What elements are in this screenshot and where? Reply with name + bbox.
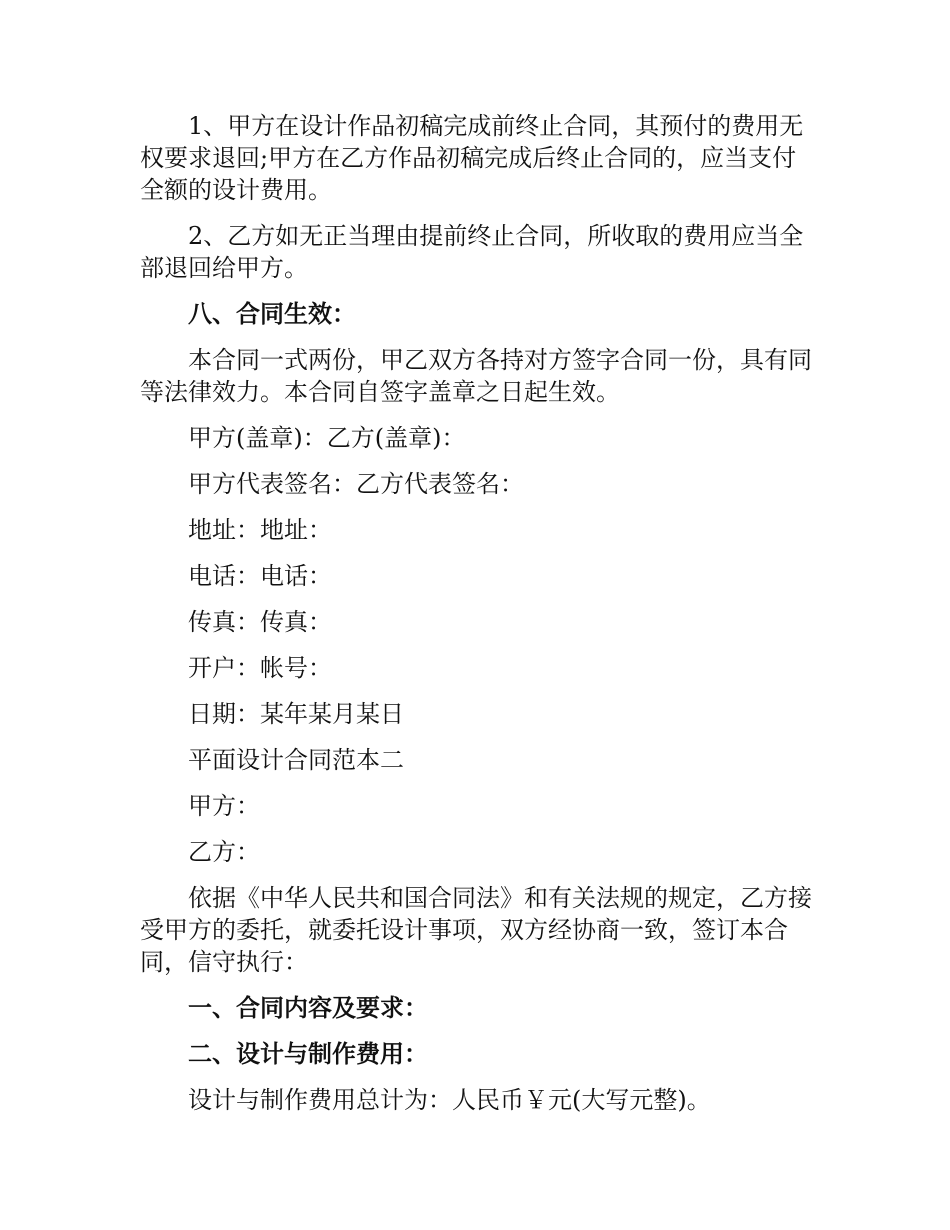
address-line: 地址：地址： (188, 516, 332, 544)
party-b-line: 乙方： (188, 838, 260, 866)
account-line: 开户：帐号： (188, 654, 332, 682)
date-line: 日期：某年某月某日 (188, 700, 404, 728)
document-body (140, 110, 812, 1130)
section-8-heading: 八、合同生效： (188, 300, 356, 328)
term-2-paragraph: 2、乙方如无正当理由提前终止合同，所收取的费用应当全部退回给甲方。 (140, 222, 804, 282)
section-2-heading: 二、设计与制作费用： (188, 1040, 428, 1068)
fax-line: 传真：传真： (188, 608, 332, 636)
preamble-paragraph: 依据《中华人民共和国合同法》和有关法规的规定，乙方接受甲方的委托，就委托设计事项，双方经协商一致，签订本合同，信守执行： (140, 884, 812, 976)
fee-line: 设计与制作费用总计为：人民币￥元(大写元整)。 (188, 1086, 711, 1114)
term-1-paragraph: 1、甲方在设计作品初稿完成前终止合同，其预付的费用无权要求退回;甲方在乙方作品初稿完成后终止合同的，应当支付全额的设计费用。 (140, 112, 804, 204)
effect-clause-paragraph: 本合同一式两份，甲乙双方各持对方签字合同一份，具有同等法律效力。本合同自签字盖章之日起生效。 (140, 346, 812, 406)
template-2-title: 平面设计合同范本二 (188, 746, 404, 774)
seal-line: 甲方(盖章)：乙方(盖章)： (188, 424, 466, 452)
section-1-heading: 一、合同内容及要求： (188, 994, 428, 1022)
party-a-line: 甲方： (188, 792, 260, 820)
phone-line: 电话：电话： (188, 562, 332, 590)
signature-line: 甲方代表签名：乙方代表签名： (188, 470, 524, 498)
